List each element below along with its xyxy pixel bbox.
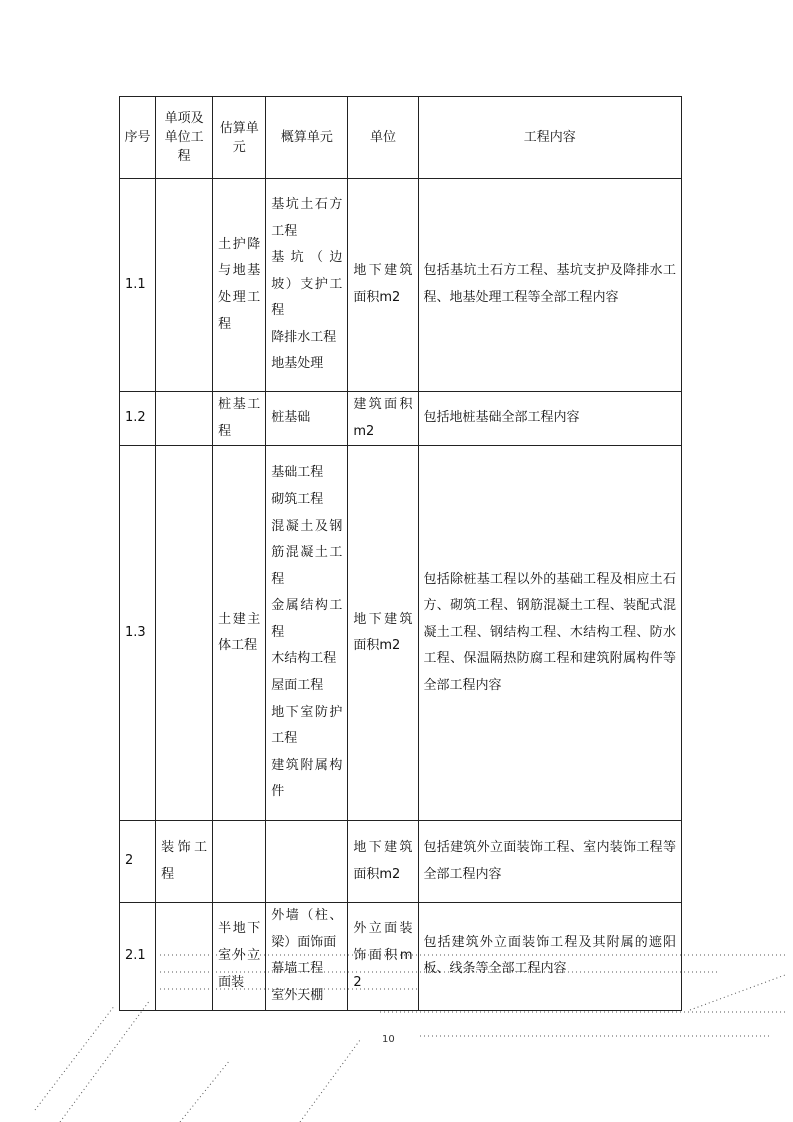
row-content: 包括地桩基础全部工程内容: [418, 392, 682, 446]
row-unit-project: 装饰工程: [156, 821, 213, 903]
row-unit-project: [156, 903, 213, 1010]
row-seq: 1.2: [120, 392, 156, 446]
row-seq: 2.1: [120, 903, 156, 1010]
row-seq: 2: [120, 821, 156, 903]
row-seq: 1.3: [120, 446, 156, 821]
row-unit-project: [156, 179, 213, 392]
table-row: [120, 903, 682, 1010]
page-number: 10: [382, 1034, 395, 1045]
header-unit-project: 单项及单位工程: [156, 97, 213, 179]
row-content: 包括基坑土石方工程、基坑支护及降排水工程、地基处理工程等全部工程内容: [418, 179, 682, 392]
row-budget-unit: 基坑土石方工程 基坑（边坡）支护工程 降排水工程 地基处理: [266, 179, 348, 392]
row-budget-unit: 桩基础: [266, 392, 348, 446]
table-row: [120, 179, 682, 392]
row-content: 包括除桩基工程以外的基础工程及相应土石方、砌筑工程、钢筋混凝土工程、装配式混凝土工程、钢结构工程、木结构工程、防水工程、保温隔热防腐工程和建筑附属构件等全部工程内容: [418, 446, 682, 821]
row-content: 包括建筑外立面装饰工程及其附属的遮阳板、线条等全部工程内容: [418, 903, 682, 1010]
table-row: [120, 392, 682, 446]
row-measure-unit: 地下建筑面积m2: [348, 179, 418, 392]
header-row: [120, 97, 682, 179]
row-budget-unit: 外墙（柱、梁）面饰面 幕墙工程 室外天棚: [266, 903, 348, 1010]
row-measure-unit: 地下建筑面积m2: [348, 821, 418, 903]
header-budget-unit: 概算单元: [266, 97, 348, 179]
row-measure-unit: 地下建筑面积m2: [348, 446, 418, 821]
row-estimate-unit: 土建主体工程: [213, 446, 266, 821]
row-unit-project: [156, 446, 213, 821]
row-budget-unit: 基础工程 砌筑工程 混凝土及钢筋混凝土工程 金属结构工程 木结构工程 屋面工程 地下室防护工程 建筑附属构件: [266, 446, 348, 821]
row-content: 包括建筑外立面装饰工程、室内装饰工程等全部工程内容: [418, 821, 682, 903]
row-measure-unit: 建筑面积m2: [348, 392, 418, 446]
row-estimate-unit: 桩基工程: [213, 392, 266, 446]
table-row: [120, 446, 682, 821]
row-budget-unit: [266, 821, 348, 903]
row-unit-project: [156, 392, 213, 446]
row-estimate-unit: [213, 821, 266, 903]
engineering-items-table: [119, 96, 682, 1011]
header-estimate-unit: 估算单元: [213, 97, 266, 179]
row-measure-unit: 外立面装饰面积m2: [348, 903, 418, 1010]
row-seq: 1.1: [120, 179, 156, 392]
row-estimate-unit: 土护降与地基处理工程: [213, 179, 266, 392]
header-content: 工程内容: [418, 97, 682, 179]
row-estimate-unit: 半地下室外立面装: [213, 903, 266, 1010]
table-row: [120, 821, 682, 903]
header-measure-unit: 单位: [348, 97, 418, 179]
header-seq: 序号: [120, 97, 156, 179]
